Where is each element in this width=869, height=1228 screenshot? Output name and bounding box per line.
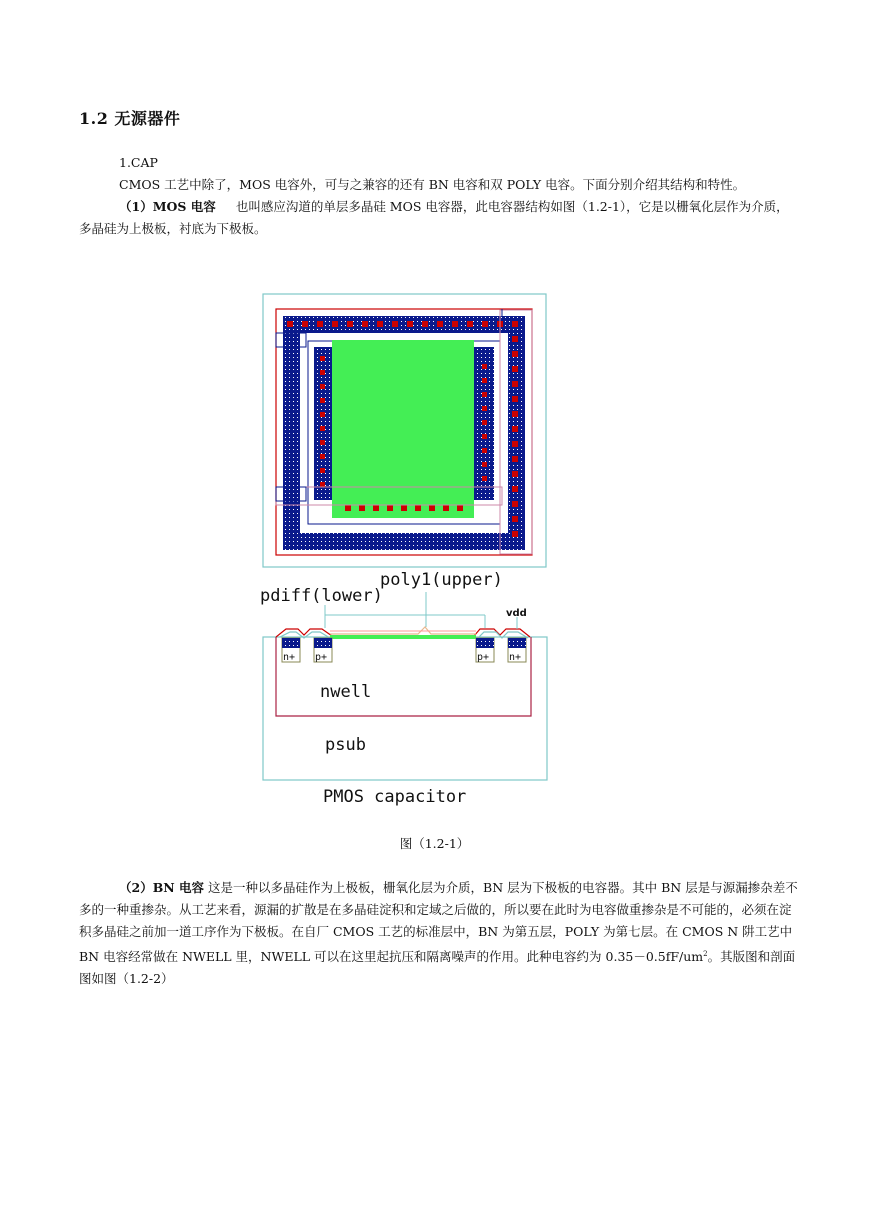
label-pdiff: pdiff(lower) xyxy=(260,586,383,606)
diff-label-n2: n+ xyxy=(509,652,522,663)
label-vdd: vdd xyxy=(506,608,527,619)
section-heading: 1.2 无源器件 xyxy=(79,109,181,128)
bn-paragraph xyxy=(79,877,799,990)
bn-text: 这是一种以多晶硅作为上极板，栅氧化层为介质，BN 层为下极板的电容器。其中 BN 层是与源漏掺杂差不多的一种重掺杂。从工艺来看，源漏的扩散是在多晶硅淀积和定域之后做的，所以要在此时为电容做重掺杂是不可能的，必须在淀积多晶硅之前加一道工序作为下极板。在自厂 CMOS 工艺的标准层中，BN 为第五层，POLY 为第七层。在 CMOS N 阱工艺中 BN 电容经常做在 NWELL 里，NWELL 可以在这里起抗压和隔离噪声的作用。此种电容约为 0.35－0.5fF/um xyxy=(79,880,798,965)
diff-label-p2: p+ xyxy=(477,652,490,663)
intro-paragraph: CMOS 工艺中除了，MOS 电容外，可与之兼容的还有 BN 电容和双 POLY 电容。下面分别介绍其结构和特性。 xyxy=(119,177,746,192)
mos-text: 也叫感应沟道的单层多晶硅 MOS 电容器，此电容器结构如图（1.2-1），它是以栅氧化层作为介质，多晶硅为上极板，衬底为下极板。 xyxy=(79,199,789,236)
figure-title: PMOS capacitor xyxy=(323,787,467,807)
cross-section-view xyxy=(260,570,547,807)
diff-label-n1: n+ xyxy=(283,652,296,663)
bn-text-end: 。其版图和剖面图如图（1.2-2） xyxy=(79,949,796,987)
diff-label-p1: p+ xyxy=(315,652,328,663)
unit-superscript: 2 xyxy=(703,950,708,958)
bn-label: （2）BN 电容 xyxy=(119,880,205,895)
poly-contacts xyxy=(345,505,463,511)
label-nwell: nwell xyxy=(320,682,372,702)
subsection-title: 1.CAP xyxy=(119,155,158,170)
layout-view xyxy=(263,294,546,567)
figure-caption: 图（1.2-1） xyxy=(399,836,470,851)
label-poly1: poly1(upper) xyxy=(380,570,503,590)
mos-label: （1）MOS 电容 xyxy=(119,199,216,214)
label-psub: psub xyxy=(325,735,366,755)
